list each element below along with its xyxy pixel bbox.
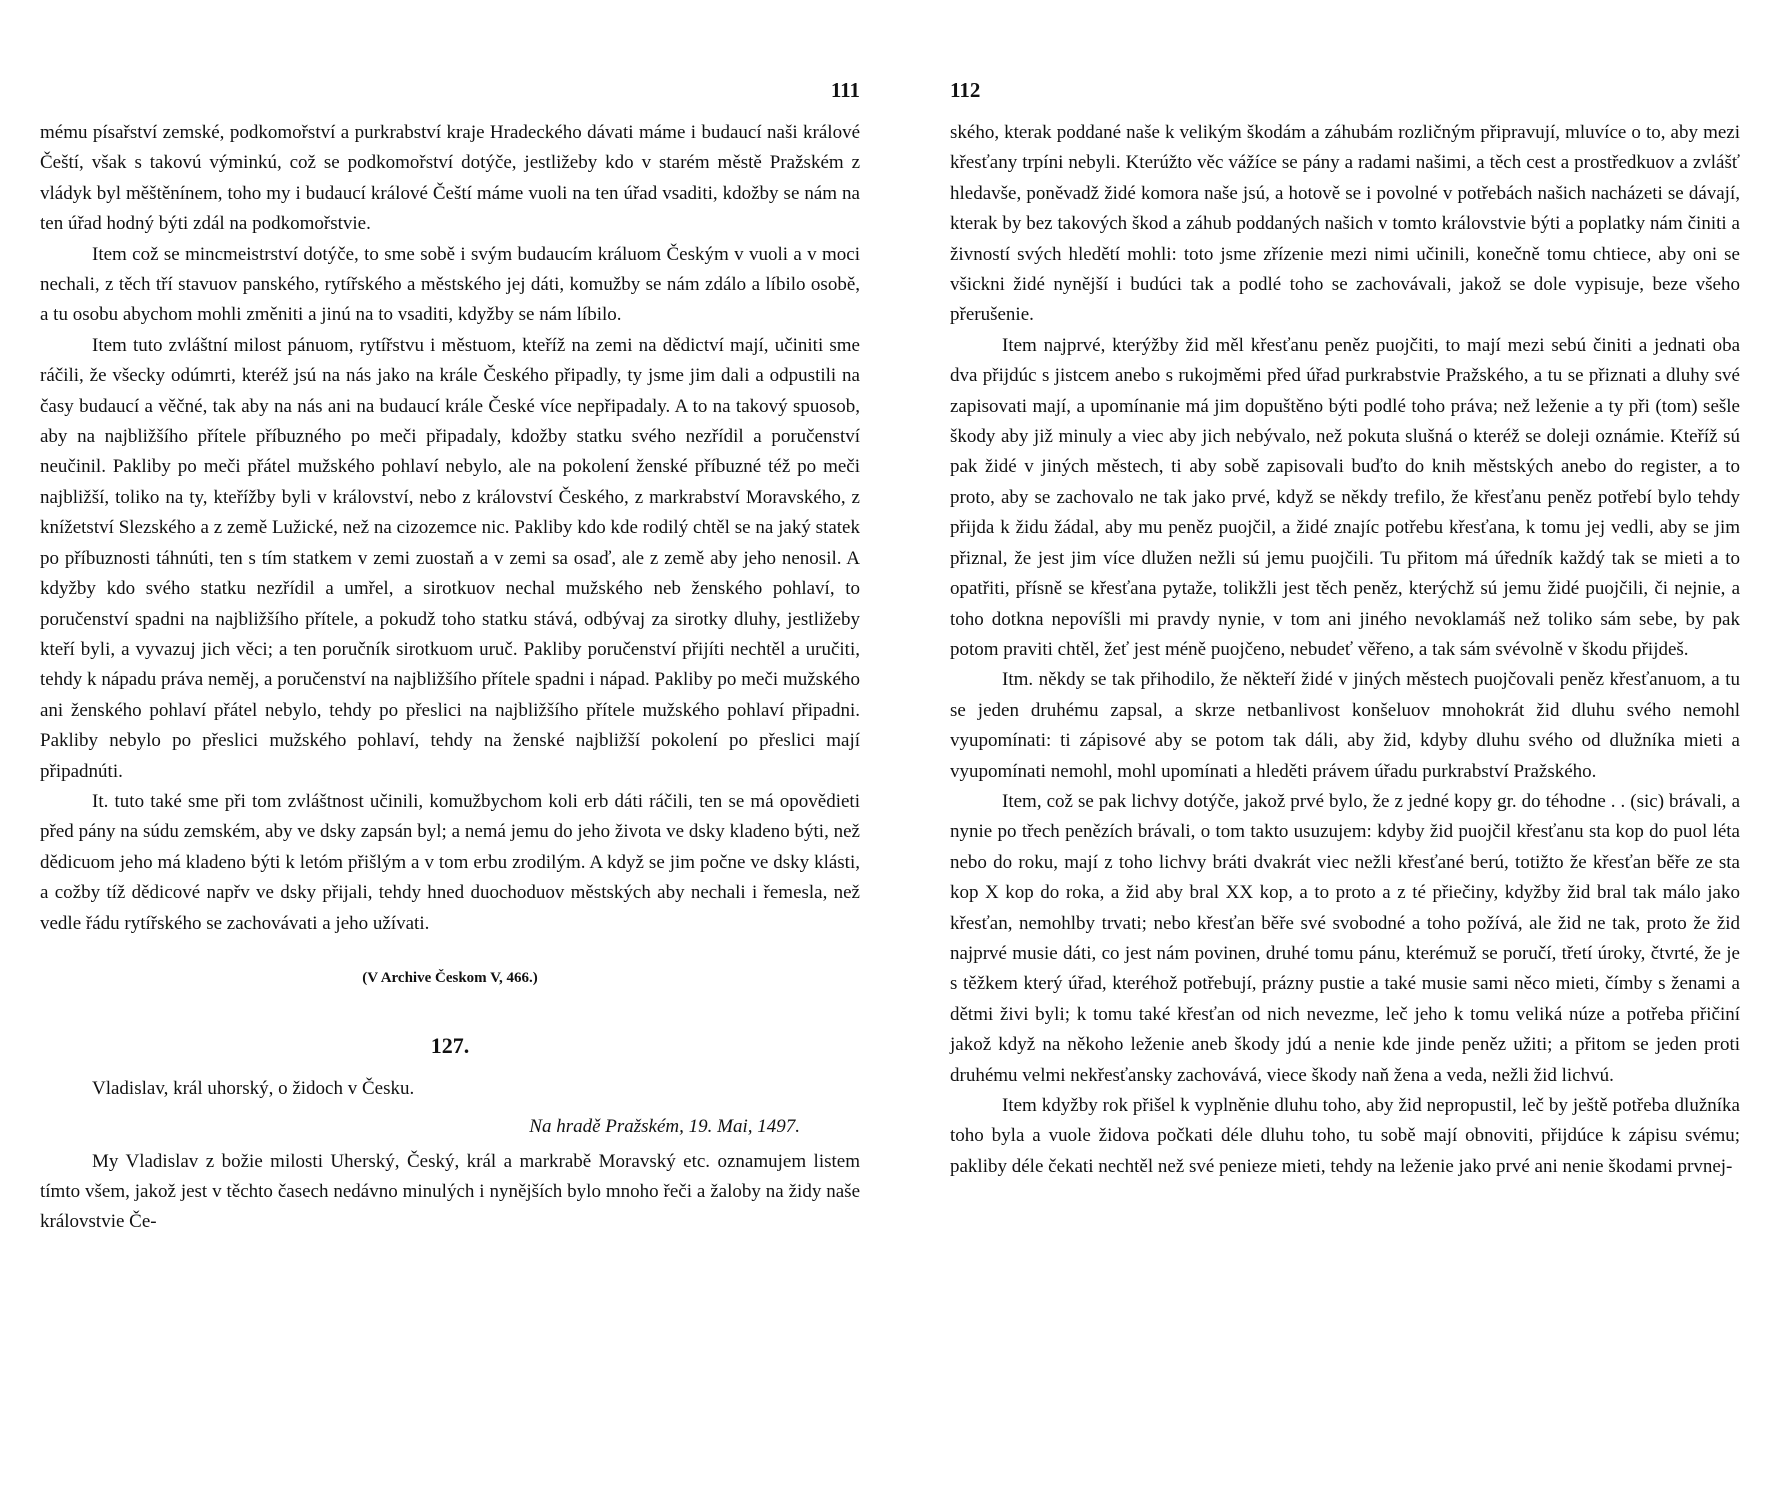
page-number: 111 (830, 78, 860, 102)
paragraph: Itm. někdy se tak přihodilo, že někteří židé v jiných městech puojčovali peněz křesťanuom, a tu se jeden druhému zapsal, a skrze netbanlivost konšeluov mnohokrát žid dluhu svého nemohl vyupomínati: ti zápisové aby se potom tak dáli, aby žid, kdyby dluhu svého od dlužníka mieti a vyupomínati nemohl, mohl upomínati a hleděti právem úřadu purkrabství Pražského. (950, 669, 1740, 782)
paragraph: Item najprvé, kterýžby žid měl křesťanu peněz puojčiti, to mají mezi sebú činiti a jednati oba dva přijdúc s jistcem anebo s rukojměmi před úřad purkrabstvie Pražského, a tu se přiznati a dluhy své zapisovati mají, a upomínanie má jim dopuštěno býti podlé toho práva; než leženie a ty při (tom) sešle škody aby již minuly a viec aby jich nebývalo, než pokuta slušná o kteréž se doleji oznámie. Kteříž sú pak židé v jiných městech, ti aby sobě zapisovali buďto do knih městských anebo do register, a to proto, aby se zachovalo ne tak jako prvé, když se někdy trefilo, že křesťanu peněz potřebí bylo tehdy přijda k židu žádal, aby mu peněz puojčil, a židé znajíc potřebu křesťana, k tomu jej vedli, aby se jim přiznal, že jest jim více dlužen nežli sú jemu puojčili. Tu přitom má úředník každý tak se mieti a to opatřiti, přísně se křesťana pytaže, tolikžli jest těch peněz, kterýchž sú jemu židé puojčili, či nejnie, a toho dotkna nepovíšli mi pravdy nynie, v tom ani jiného nevoklamáš než toliko sám sebe, by pak potom praviti chtěl, žeť jest méně puojčeno, nebudeť věřeno, a tak sám svévolně v škodu přijdeš. (950, 334, 1740, 660)
left-page (40, 0, 860, 1500)
paragraph: Item, což se pak lichvy dotýče, jakož prvé bylo, že z jedné kopy gr. do téhodne . . (sic) brávali, a nynie po třech penězích brávali, o tom takto usuzujem: kdyby žid puojčil křesťanu sta kop do puol léta nebo do roku, mají z toho lichvy bráti dvakrát viec nežli křesťané berú, totižto že křesťan běře ze sta kop X kop do roka, a žid aby bral XX kop, a to proto a z té přiečiny, kdyžby žid bral tak málo jako křesťan, nemohlby trvati; nebo křesťan běře své svobodné a toho požívá, ale žid ne tak, proto že žid najprvé musie dáti, co jest nám povinen, druhé tomu pánu, kterémuž se poručí, třetí úroky, čtvrté, že je s těžkem který úřad, kteréhož potřebují, prázny pustie a také musie sami něco mieti, čímby s ženami a dětmi živi byli; k tomu také křesťan od nich nevezme, leč jeho k tomu veliká núze a potřeba přičiní jakož když na někoho leženie aneb škody jdú a nenie kde jinde peněz užiti; a přitom se jeden proti druhému velmi nekřesťansky zachovává, viece škody naň žena a veda, nežli žid lichvú. (950, 790, 1740, 1086)
page-number: 112 (950, 78, 981, 102)
paragraph: It. tuto také sme při tom zvláštnost učinili, komužbychom koli erb dáti ráčili, ten se má opovědieti před pány na súdu zemském, aby ve dsky zapsán byl; a nemá jemu do jeho života ve dsky kladeno býti, než dědicuom jeho má kladeno býti k letóm přišlým a v tom erbu zrodilým. A když se jim počne ve dsky klásti, a cožby tíž dědicové napřv ve dsky přijali, tehdy hned duochoduov městských aby nechali i řemesla, než vedle řádu rytířského se zachovávati a jeho užívati. (40, 790, 860, 934)
paragraph: Item což se mincmeistrství dotýče, to sme sobě i svým budaucím králuom Českým v vuoli a v moci nechali, z těch tří stavuov panského, rytířského a městského jej dáti, komužby se nám zdálo a líbilo osobě, a tu osobu abychom mohli změniti a jinú na to vsaditi, kdyžby se nám líbilo. (40, 243, 860, 326)
right-page (950, 0, 1740, 1500)
source-citation: (V Archive Českom V, 466.) (362, 969, 538, 986)
paragraph: ského, kterak poddané naše k velikým škodám a záhubám rozličným připravují, mluvíce o to, aby mezi křesťany trpíni nebyli. Kterúžto věc vážíce se pány a radami našimi, a těch cest a prostředkuov a zvlášť hledavše, poněvadž židé komora naše jsú, a hotově se i povolné v potřebách našich nacházeti se dávají, kterak by bez takových škod a záhub poddaných našich v tomto královstvie býti a poplatky nám činiti a živností svých hledětí mohli: toto jsme zřízenie mezi nimi učinili, konečně tomu chtiece, aby oni se všickni židé nynější i budúci tak a podlé toho se zachovávali, jakož se dole vypisuje, beze všeho přerušenie. (950, 122, 1740, 326)
document-heading: Vladislav, král uhorský, o židoch v Česku. (92, 1077, 415, 1099)
page-body (40, 118, 860, 1238)
paragraph: Item kdyžby rok přišel k vyplněnie dluhu toho, aby žid nepropustil, leč by ještě potřeba dlužníka toho byla a vuole židova počkati déle dluhu toho, tu sobě mají obnoviti, přijdúce k zápisu svému; pakliby déle čekati nechtěl než své penieze mieti, tehdy na leženie jako prvé ani nenie škodami prvnej- (950, 1095, 1740, 1177)
document-place-date: Na hradě Pražském, 19. Mai, 1497. (529, 1116, 800, 1138)
paragraph: Item tuto zvláštní milost pánuom, rytířstvu i městuom, kteříž na zemi na dědictví mají, učiniti sme ráčili, že všecky odúmrti, kteréž jsú na nás jako na krále Českého připadly, ty jsme jim dali a odpustili na časy budaucí a věčné, tak aby na nás ani na budaucí krále České více nepřipadaly. A to na takový spuosob, aby na najbližšího přítele příbuzného po meči připadaly, kdožby statku svého nezřídil a poručenství neučinil. Pakliby po meči přátel mužského pohlaví nebylo, ale na pokolení ženské příbuzné též po meči najbližší, toliko na ty, kteřížby byli v království, nebo z království Českého, z markrabství Moravského, z knížetství Slezského a z země Lužické, než na cizozemce nic. Pakliby kdo kde rodilý chtěl se na jaký statek po příbuznosti táhnúti, ten s tím statkem v zemi zuostaň a v zemi sa osaď, ale z země aby jeho nenosil. A kdyžby kdo svého statku nezřídil a umřel, a sirotkuov nechal mužského neb ženského pohlaví, to poručenství spadni na najbližšího přítele, a pokudž toho statku stává, odbývaj za sirotky dluhy, jestližeby kteří byli, a vyvazuj jich věci; a ten poručník sirotkuom uruč. Pakliby poručenství přijíti nechtěl a uručiti, tehdy k nápadu práva neměj, a poručenství na najbližšího přítele spadni i nápad. Pakliby po meči mužského ani ženského pohlaví přátel nebylo, tehdy po přeslici na najbližšího přítele mužského pohlaví připadni. Pakliby nebylo po přeslici mužského pohlaví, tehdy na ženské najbližší pokolení po přeslici mají připadnúti. (40, 334, 860, 782)
paragraph: My Vladislav z božie milosti Uherský, Český, král a markrabě Moravský etc. oznamujem listem tímto všem, jakož jest v těchto časech nedávno minulých i nynějších bylo mnoho řeči a žaloby na židy naše královstvie Če- (40, 1150, 860, 1233)
paragraph: mému písařství zemské, podkomořství a purkrabství kraje Hradeckého dávati máme i budaucí naši králové Čeští, však s takovú výminkú, což se podkomořství dotýče, jestližeby kdo v starém městě Pražském z vládyk byl měštěnínem, toho my i budaucí králové Čeští máme vuoli na ten úřad vsaditi, kdožby se nám na ten úřad hodný býti zdál na podkomořstvie. (40, 122, 860, 235)
document-number: 127. (430, 1033, 470, 1059)
page-body (950, 118, 1740, 1182)
